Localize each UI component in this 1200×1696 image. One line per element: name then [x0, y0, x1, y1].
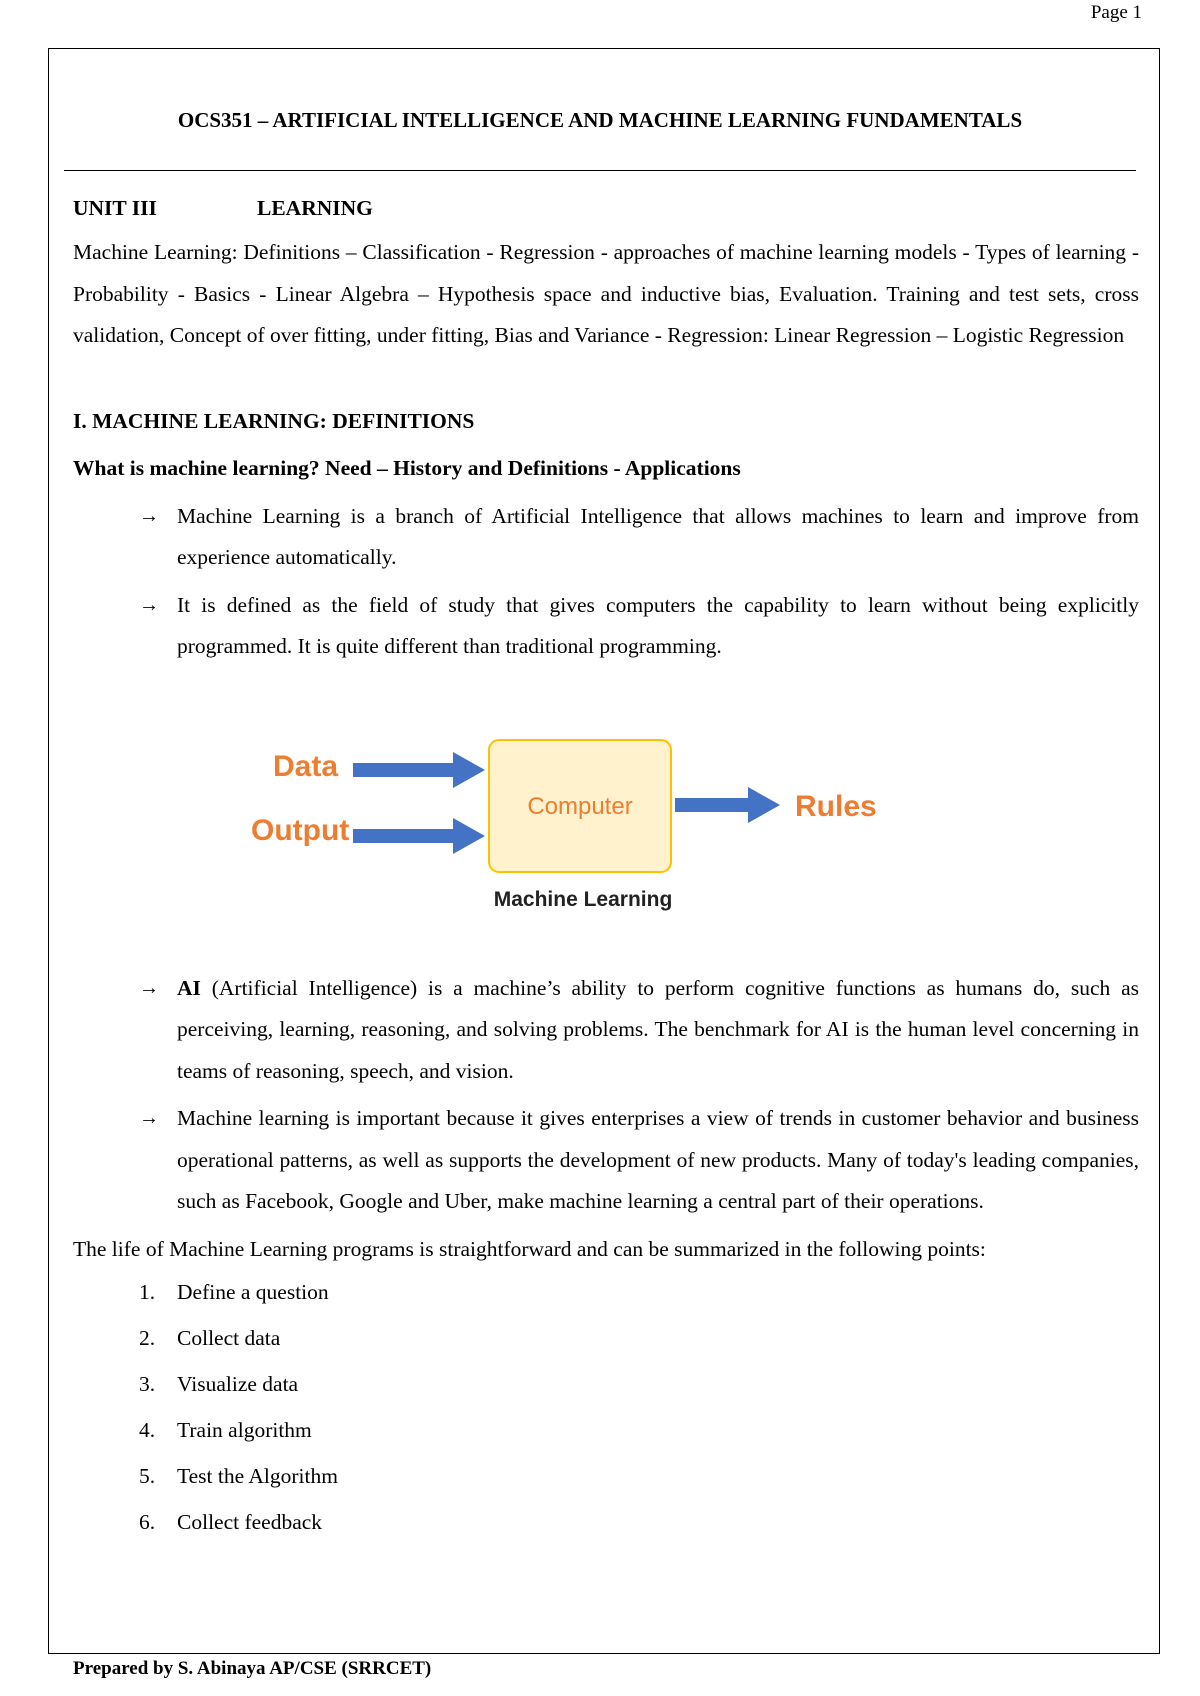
list-item: [73, 1453, 1139, 1499]
list-item: [73, 1407, 1139, 1453]
page-number: Page 1: [1090, 2, 1142, 23]
arrow-bullet-icon: →: [139, 593, 159, 616]
step-text: Test the Algorithm: [177, 1463, 338, 1488]
step-number: 5.: [139, 1463, 156, 1488]
sub-heading: What is machine learning? Need – History and Definitions - Applications: [73, 455, 741, 480]
course-title: OCS351 – ARTIFICIAL INTELLIGENCE AND MACHINE LEARNING FUNDAMENTALS: [177, 108, 1023, 132]
lifecycle-intro: The life of Machine Learning programs is straightforward and can be summarized in the following points:: [73, 1236, 986, 1261]
list-item: [73, 585, 1139, 668]
list-item: [73, 968, 1139, 1093]
step-number: 3.: [139, 1371, 156, 1396]
step-number: 4.: [139, 1417, 156, 1442]
step-text: Collect feedback: [177, 1509, 323, 1534]
list-item-text: It is defined as the field of study that gives computers the capability to learn without being explicitly programmed. It is quite different than traditional programming.: [177, 592, 1139, 658]
diagram-caption: Machine Learning: [493, 887, 673, 911]
section-heading: I. MACHINE LEARNING: DEFINITIONS: [73, 408, 475, 433]
step-text: Train algorithm: [177, 1417, 312, 1442]
step-text: Visualize data: [177, 1371, 299, 1396]
ai-term: AI: [177, 975, 201, 1000]
ml-diagram: [73, 674, 1139, 964]
list-item: [73, 1098, 1139, 1223]
data-arrow-icon: [353, 752, 485, 788]
list-item: [73, 1269, 1139, 1315]
page-content: [73, 196, 1139, 1545]
step-number: 1.: [139, 1279, 156, 1304]
step-number: 6.: [139, 1509, 156, 1534]
definition-list: [73, 496, 1139, 668]
list-item-text: (Artificial Intelligence) is a machine’s ability to perform cognitive functions as humans do, such as perceiving, learning, reasoning, and solving problems. The benchmark for AI is the human level concerning in teams of reasoning, speech, and vision.: [177, 975, 1139, 1083]
arrow-bullet-icon: →: [139, 976, 159, 999]
list-item-text: Machine Learning is a branch of Artificial Intelligence that allows machines to learn and improve from experience automatically.: [177, 503, 1139, 569]
diagram-output-label: Output: [251, 813, 350, 847]
rules-arrow-icon: [675, 787, 780, 823]
step-text: Define a question: [177, 1279, 329, 1304]
title-divider: [64, 170, 1136, 171]
step-number: 2.: [139, 1325, 156, 1350]
list-item-text: Machine learning is important because it gives enterprises a view of trends in customer behavior and business operational patterns, as well as supports the development of new products. Many of today's leading companies, such as Facebook, Google and Uber, make machine learning a central part of their operations.: [177, 1106, 1139, 1213]
unit-name: LEARNING: [257, 196, 373, 220]
list-item: [73, 1499, 1139, 1545]
explanation-list: [73, 968, 1139, 1223]
output-arrow-icon: [353, 818, 485, 854]
diagram-data-label: Data: [273, 749, 339, 783]
arrow-bullet-icon: →: [139, 504, 159, 527]
page-footer: Prepared by S. Abinaya AP/CSE (SRRCET): [73, 1658, 432, 1679]
unit-number: UNIT III: [73, 196, 157, 220]
diagram-rules-label: Rules: [795, 789, 877, 823]
list-item: [73, 1361, 1139, 1407]
list-item: [73, 496, 1139, 579]
computer-box-label: Computer: [527, 792, 633, 820]
ml-diagram-figure: [73, 674, 1139, 964]
lifecycle-steps: [73, 1269, 1139, 1545]
list-item: [73, 1315, 1139, 1361]
arrow-bullet-icon: →: [139, 1107, 159, 1129]
step-text: Collect data: [177, 1325, 281, 1350]
unit-syllabus: Machine Learning: Definitions – Classification - Regression - approaches of machine learning models - Types of learning - Probability - Basics - Linear Algebra – Hypothesis space and inductive bias, Evaluation. Training and test sets, cross validation, Concept of over fitting, under fitting, Bias and Variance - Regression: Linear Regression – Logistic Regression: [73, 240, 1139, 347]
unit-heading: [73, 196, 1139, 226]
